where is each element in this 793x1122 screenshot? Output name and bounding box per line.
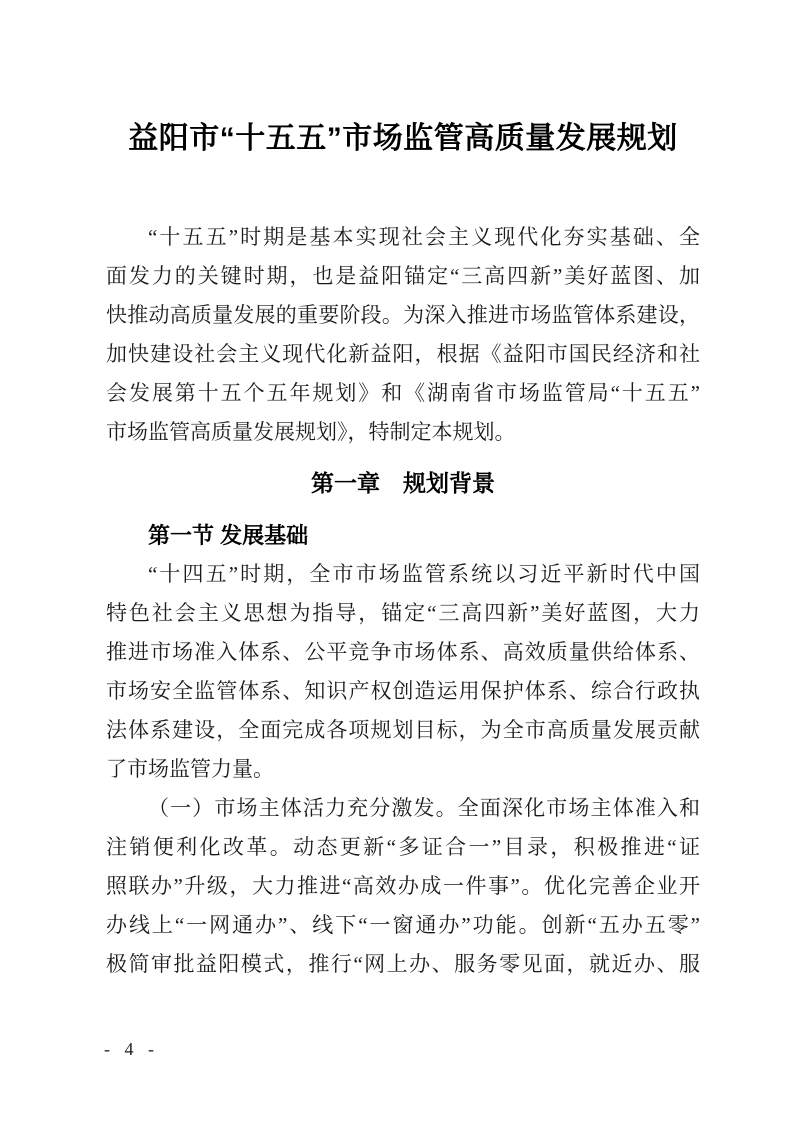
intro-paragraph: [106, 218, 700, 452]
page-number: - 4 -: [104, 1039, 159, 1059]
text-line: 法体系建设，全面完成各项规划目标，为全市高质量发展贡献: [106, 718, 700, 742]
text-column: [106, 0, 700, 984]
text-line: 特色社会主义思想为指导，锚定“三高四新”美好蓝图，大力: [106, 601, 700, 625]
paragraph-continuation: [106, 828, 700, 984]
section-heading: 第一节 发展基础: [148, 523, 309, 548]
chapter-heading: 第一章 规划背景: [311, 470, 495, 496]
text-line: 照联办”升级，大力推进“高效办成一件事”。优化完善企业开: [106, 874, 700, 898]
text-line: 快推动高质量发展的重要阶段。为深入推进市场监管体系建设，: [106, 303, 700, 327]
text-line: 会发展第十五个五年规划》和《湖南省市场监管局“十五五”: [106, 381, 700, 405]
paragraph-lead: （一）市场主体活力充分激发。: [148, 796, 458, 820]
text-line: 加快建设社会主义现代化新益阳，根据《益阳市国民经济和社: [106, 342, 700, 366]
text-line: 极简审批益阳模式，推行“网上办、服务零见面，就近办、服: [106, 952, 700, 976]
market-vitality-paragraph: [106, 789, 700, 984]
text-line: 推进市场准入体系、公平竞争市场体系、高效质量供给体系、: [106, 640, 700, 664]
text-line: 注销便利化改革。动态更新“多证合一”目录，积极推进“证: [106, 835, 700, 859]
text-line: 办线上“一网通办”、线下“一窗通办”功能。创新“五办五零”: [106, 913, 700, 937]
text-line: 市场监管高质量发展规划》，特制定本规划。: [106, 420, 516, 444]
text-line: “十四五”时期，全市市场监管系统以习近平新时代中国: [148, 562, 700, 586]
text-line: [106, 789, 700, 828]
document-title: 益阳市“十五五”市场监管高质量发展规划: [128, 122, 678, 155]
paragraph-first-line-rest: 全面深化市场主体准入和: [457, 796, 700, 820]
foundation-paragraph: [106, 555, 700, 789]
text-line: “十五五”时期是基本实现社会主义现代化夯实基础、全: [148, 225, 700, 249]
text-line: 市场安全监管体系、知识产权创造运用保护体系、综合行政执: [106, 679, 700, 703]
text-line: 了市场监管力量。: [106, 757, 274, 781]
text-line: 面发力的关键时期，也是益阳锚定“三高四新”美好蓝图、加: [106, 264, 700, 288]
